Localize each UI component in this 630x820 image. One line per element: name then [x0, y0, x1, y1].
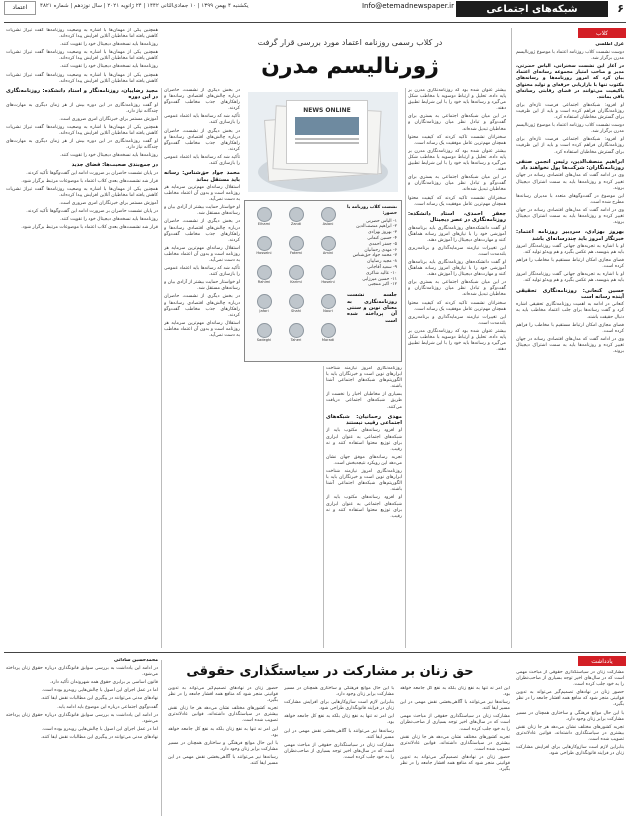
article-paragraph: او گفت روزنامه‌نگاری در این دوره بیش از هر زمان دیگری به مهارت‌های چندگانه نیاز دارد. — [6, 139, 158, 151]
sidebar-paragraph: فضای مجازی امکان ارتباط مستقیم با مخاطب را فراهم کرده است. — [516, 258, 624, 270]
bottom-paragraph: رسانه‌ها نیز می‌توانند با آگاهی‌بخشی نقش مهمی در این مسیر ایفا کنند. — [168, 754, 278, 767]
participant-avatar — [257, 323, 272, 338]
sidebar-subhead: بهروز بهزادی، سردبیر روزنامه اعتماد: خبرنگار امروز باید چندرسانه‌ای باشد — [516, 229, 624, 242]
sidebar-paragraph: کنعانی در ادامه به اهمیت روزنامه‌نگاری تحقیقی اشاره کرد و گفت رسانه‌ها برای جلب اعتماد مخاطب باید به دنبال حقیقت باشند. — [516, 302, 624, 320]
participant-item: ۷- محمد جواد حق‌شناس — [352, 253, 397, 259]
bottom-tag: یادداشت — [578, 656, 626, 666]
participant-avatar — [257, 294, 272, 309]
avatar-grid — [249, 207, 345, 355]
image-caption: NEWS ONLINE — [303, 107, 351, 114]
sidebar-subhead: حسین کنعانی: روزنامه‌نگاری تحقیقی آینده رسانه است — [516, 287, 624, 300]
participants-list — [347, 205, 397, 324]
participant-item: ۹- سعید آقاجانی — [367, 264, 397, 270]
header-rule — [4, 22, 626, 23]
article-paragraph: قرار شد نشست‌های بعدی کلاب اعتماد با موضوعات مرتبط برگزار شود. — [21, 225, 158, 231]
participant-item: ۶- مهدی رحمانیان — [364, 247, 397, 253]
participant-item: ۲- ابراهیم منصف‌الدین — [356, 224, 397, 230]
newspaper-logo: اعتماد — [4, 1, 36, 15]
bottom-paragraph: قانون اساسی بر برابری حقوق همه شهروندان تأکید دارد. — [49, 680, 158, 686]
article-column-c — [164, 88, 240, 648]
article-paragraph: در این میان شبکه‌های اجتماعی به بستری برای گفت‌وگو و تبادل نظر میان روزنامه‌نگاران و مخاطبان تبدیل شده‌اند. — [408, 280, 506, 298]
headline-kicker: در کلاب رسمی روزنامه اعتماد مورد بررسی قرار گرفت — [257, 38, 443, 47]
article-paragraph: او خواستار حمایت بیشتر از آزادی بیان و رسانه‌های مستقل شد. — [164, 205, 240, 217]
participant-avatar-label: Rahimi — [257, 280, 271, 284]
participant-avatar-label: Shahi — [290, 309, 302, 313]
sidebar-paragraph: وی در ادامه گفت که مدل‌های اقتصادی رسانه در جهان تغییر کرده و روزنامه‌ها باید به سمت اشتراک دیجیتال بروند. — [516, 173, 624, 191]
bottom-paragraph: بنابراین لازم است سازوکارهایی برای افزایش مشارکت زنان در فرایند قانونگذاری طراحی شود. — [284, 700, 394, 712]
dateline: یکشنبه ۴ بهمن ۱۳۹۹ | ۱۰ جمادی‌الثانی ۱۴۴۲ | ۲۴ ژانویه ۲۰۲۱ | سال نوزدهم | شماره ۴۸۲۱ — [40, 3, 249, 9]
bottom-paragraph: نهادهای مدنی می‌توانند در پیگیری این مطالبات نقش ایفا کنند. — [40, 734, 158, 740]
bottom-paragraph: نهادهای مدنی می‌توانند در پیگیری این مطالبات نقش ایفا کنند. — [40, 696, 158, 702]
participant-avatar-label: Karimi — [290, 280, 302, 284]
article-paragraph: همچنین یکی از مهمان‌ها با اشاره به وضعیت روزنامه‌ها گفت تیراژ نشریات کاهش یافته اما مخاطبان آنلاین افزایش پیدا کرده‌اند. — [6, 124, 158, 136]
article-subhead: مجید رضاییان، روزنامه‌نگار و استاد دانشکده: روزنامه‌نگاری در این دوره — [6, 87, 158, 101]
article-paragraph: او افزود رسانه‌های مکتوب باید از شبکه‌های اجتماعی به عنوان ابزاری برای توزیع محتوا استفاده کنند و نه رقیب. — [326, 428, 402, 452]
participant-avatar — [321, 294, 336, 309]
participants-quote: جلسه نشست روزنامه‌نگاری به معنای نوین و سنتی آن پرداخته شده است — [347, 292, 397, 324]
article-paragraph: آموزش مستمر برای خبرنگاران امری ضروری است. — [59, 116, 158, 122]
article-paragraph: او افزود رسانه‌های مکتوب باید از شبکه‌های اجتماعی به عنوان ابزاری برای توزیع محتوا استفاده کنند و نه رقیب. — [326, 495, 402, 519]
article-subhead: مهدی رحمانیان: شبکه‌های اجتماعی رقیب نیستند — [326, 413, 402, 427]
sidebar-paragraph: او افزود: شبکه‌های اجتماعی فرصت تازه‌ای برای روزنامه‌نگاران فراهم کرده است و باید از این ظرفیت برای گسترش مخاطبان استفاده کرد. — [516, 102, 624, 121]
article-paragraph: همچنین یکی از مهمان‌ها با اشاره به وضعیت روزنامه‌ها گفت تیراژ نشریات کاهش یافته اما مخاطبان آنلاین افزایش پیدا کرده‌اند. — [6, 28, 158, 40]
sidebar-paragraph: او افزود: شبکه‌های اجتماعی فرصت تازه‌ای برای روزنامه‌نگاران فراهم کرده است و باید از این ظرفیت برای گسترش مخاطبان استفاده کرد. — [516, 137, 624, 155]
bottom-column-4 — [168, 686, 278, 816]
sidebar-paragraph: فضای مجازی امکان ارتباط مستقیم با مخاطب را فراهم کرده است. — [516, 322, 624, 334]
bottom-column-1 — [516, 670, 624, 816]
participant-avatar-label: Moradi — [321, 338, 335, 342]
bottom-paragraph: تجربه کشورهای مختلف نشان می‌دهد هر جا زنان نقش بیشتری در سیاستگذاری داشته‌اند، قوانین عادلانه‌تری تصویب شده است. — [516, 724, 624, 742]
participant-item: ۳- بهروز بهزادی — [368, 230, 397, 236]
sidebar-author: غزل اطلسی — [595, 42, 624, 47]
article-column-b — [326, 366, 402, 648]
participant-item: ۱۱- حسین میرزایی — [362, 276, 397, 282]
featured-image — [248, 92, 398, 192]
participant-item: ۵- جعفر احمدی — [368, 241, 397, 247]
sidebar-column — [516, 42, 624, 642]
bottom-paragraph: رسانه‌ها نیز می‌توانند با آگاهی‌بخشی نقش مهمی در این مسیر ایفا کنند. — [284, 728, 394, 740]
participant-item: ۴- حسین کنعانی — [367, 235, 397, 241]
bottom-paragraph: مشارکت زنان در سیاستگذاری حقوقی از مباحث مهمی است که در سال‌های اخیر توجه بسیاری از صاحب‌نظران را به خود جلب کرده است. — [516, 670, 624, 688]
article-paragraph: در این میان شبکه‌های اجتماعی به بستری برای گفت‌وگو و تبادل نظر میان روزنامه‌نگاران و مخاطبان تبدیل شده‌اند. — [408, 175, 506, 193]
sidebar-paragraph: دوست نشست کلاب روزنامه اعتماد با موضوع ژورنالیسم مدرن برگزار شد. — [516, 123, 624, 135]
article-column-a — [408, 88, 506, 648]
article-paragraph: بیشتر عنوان شده بود که روزنامه‌نگاری مدرن بر پایه داده، تحلیل و ارتباط دوسویه با مخاطب شکل می‌گیرد و رسانه‌ها باید خود را با این شرایط تطبیق دهند. — [408, 88, 506, 112]
participant-avatar — [257, 236, 272, 251]
article-paragraph: قرار شد نشست‌های بعدی کلاب اعتماد با موضوعات مرتبط برگزار شود. — [21, 178, 158, 184]
article-paragraph: این تغییرات نیازمند سرمایه‌گذاری و برنامه‌ریزی بلندمدت است. — [408, 314, 506, 326]
bottom-paragraph: مشارکت زنان در سیاستگذاری حقوقی از مباحث مهمی است که در سال‌های اخیر توجه بسیاری از صاحب‌نظران را به خود جلب کرده است. — [400, 714, 510, 732]
article-paragraph: او خواستار حمایت بیشتر از آزادی بیان و رسانه‌های مستقل شد. — [164, 280, 240, 292]
participant-avatar-label: Hosseini — [256, 251, 272, 255]
participant-avatar-label: Sadeghi — [256, 338, 272, 342]
participant-item: ۸- مجید رضاییان — [367, 259, 397, 265]
article-paragraph: همچنین یکی از مهمان‌ها با اشاره به وضعیت روزنامه‌ها گفت تیراژ نشریات کاهش یافته اما مخاطبان آنلاین افزایش پیدا کرده‌اند. — [6, 50, 158, 62]
bottom-paragraph: با این حال موانع فرهنگی و ساختاری همچنان در مسیر مشارکت برابر زنان وجود دارد. — [168, 740, 278, 752]
article-paragraph: او گفت دانشکده‌های روزنامه‌نگاری باید برنامه‌های آموزشی خود را با نیازهای امروز رسانه هماهنگ کنند و مهارت‌های دیجیتال را آموزش دهند. — [408, 259, 506, 278]
article-column-d — [6, 28, 158, 648]
bottom-paragraph: تجربه کشورهای مختلف نشان می‌دهد هر جا زنان نقش بیشتری در سیاستگذاری داشته‌اند، قوانین عادلانه‌تری تصویب شده است. — [400, 734, 510, 752]
article-paragraph: تجربه رسانه‌های موفق جهان نشان می‌دهد این رویکرد نتیجه‌بخش است. — [326, 454, 402, 466]
participant-item: ۱- الیاس حضرتی — [365, 218, 397, 224]
article-paragraph: آموزش مستمر برای خبرنگاران امری ضروری است. — [59, 201, 158, 207]
tablet-line — [295, 142, 359, 144]
article-paragraph: سخنرانان نشست تاکید کردند که کیفیت محتوا همچنان مهم‌ترین عامل موفقیت یک رسانه است. — [408, 195, 506, 207]
column-divider — [161, 660, 162, 816]
participant-avatar — [321, 236, 336, 251]
article-paragraph: او گفت روزنامه‌نگاری در این دوره بیش از هر زمان دیگری به مهارت‌های چندگانه نیاز دارد. — [6, 102, 158, 114]
column-divider — [405, 88, 406, 648]
article-paragraph: در بخش دیگری از نشست، حاضران درباره چالش‌های اقتصادی رسانه‌ها و راهکارهای جذب مخاطب گفت‌وگو کردند. — [164, 219, 240, 243]
article-paragraph: روزنامه‌نگاری امروز نیازمند شناخت ابزارهای نوین است و خبرنگاران باید با الگوریتم‌های شبکه‌های اجتماعی آشنا باشند. — [326, 469, 402, 493]
participant-avatar — [289, 207, 304, 222]
sidebar-tag: کلاب — [578, 28, 626, 38]
bottom-headline: حق زنان بر مشارکت در سیاستگذاری حقوقی — [186, 664, 474, 679]
article-paragraph: همچنین یکی از مهمان‌ها با اشاره به وضعیت روزنامه‌ها گفت تیراژ نشریات کاهش یافته اما مخاطبان آنلاین افزایش پیدا کرده‌اند. — [6, 72, 158, 84]
article-paragraph: روزنامه‌نگاری امروز نیازمند شناخت ابزارهای نوین است و خبرنگاران باید با الگوریتم‌های شبکه‌های اجتماعی آشنا باشند. — [326, 366, 402, 390]
participant-avatar-label: Fatemi — [289, 251, 303, 255]
article-paragraph: در پایان نشست حاضران بر ضرورت ادامه این گفت‌وگوها تأکید کردند. — [26, 170, 158, 176]
article-paragraph: تأکید شد که رسانه‌ها باید اعتماد عمومی را بازسازی کنند. — [164, 266, 240, 278]
article-paragraph: بیشتر عنوان شده بود که روزنامه‌نگاری مدرن بر پایه داده، تحلیل و ارتباط دوسویه با مخاطب شکل می‌گیرد و رسانه‌ها باید خود را با این شرایط تطبیق دهند. — [408, 328, 506, 353]
bottom-column-left — [6, 658, 158, 816]
article-paragraph: این تغییرات نیازمند سرمایه‌گذاری و برنامه‌ریزی بلندمدت است. — [408, 245, 506, 257]
article-paragraph: سخنرانان نشست تاکید کردند که کیفیت محتوا همچنان مهم‌ترین عامل موفقیت یک رسانه است. — [408, 134, 506, 146]
article-paragraph: همچنین یکی از مهمان‌ها با اشاره به وضعیت روزنامه‌ها گفت تیراژ نشریات کاهش یافته اما مخاطبان آنلاین افزایش پیدا کرده‌اند. — [6, 186, 158, 198]
page-number: ۶ — [617, 2, 624, 15]
participant-avatar — [289, 236, 304, 251]
participant-avatar — [257, 265, 272, 280]
bottom-paragraph: اما در عمل اجرای این اصول با چالش‌هایی روبه‌رو بوده است. — [41, 726, 158, 732]
article-paragraph: تأکید شد که رسانه‌ها باید اعتماد عمومی را بازسازی کنند. — [164, 154, 240, 167]
article-paragraph: در بخش دیگری از نشست، حاضران درباره چالش‌های اقتصادی رسانه‌ها و راهکارهای جذب مخاطب گفت‌وگو کردند. — [164, 128, 240, 152]
participant-avatar-label: Nouri — [323, 309, 333, 313]
participants-box — [244, 200, 402, 362]
bottom-paragraph: این امر نه تنها به نفع زنان بلکه به نفع کل جامعه خواهد بود. — [400, 686, 510, 698]
bottom-paragraph: تجربه کشورهای مختلف نشان می‌دهد هر جا زنان نقش بیشتری در سیاستگذاری داشته‌اند، قوانین عادلانه‌تری تصویب شده است. — [168, 706, 278, 724]
article-paragraph: بیشتر عنوان شده بود که روزنامه‌نگاری مدرن بر پایه داده، تحلیل و ارتباط دوسویه با مخاطب شکل می‌گیرد و رسانه‌ها باید خود را با این شرایط تطبیق دهند. — [408, 148, 506, 173]
article-paragraph: روزنامه‌ها باید نسخه‌های دیجیتال خود را تقویت کنند. — [59, 153, 158, 159]
article-paragraph: در این میان شبکه‌های اجتماعی به بستری برای گفت‌وگو و تبادل نظر میان روزنامه‌نگاران و مخاطبان تبدیل شده‌اند. — [408, 114, 506, 132]
participant-avatar — [289, 265, 304, 280]
article-subhead: محمد جواد حق‌شناس: رسانه باید مستقل بماند — [164, 170, 240, 183]
column-divider — [323, 366, 324, 648]
article-paragraph: او گفت دانشکده‌های روزنامه‌نگاری باید برنامه‌های آموزشی خود را با نیازهای امروز رسانه هماهنگ کنند و مهارت‌های دیجیتال را آموزش دهند. — [408, 225, 506, 243]
sidebar-paragraph: وی در ادامه گفت که مدل‌های اقتصادی رسانه در جهان تغییر کرده و روزنامه‌ها باید به سمت اشتراک دیجیتال بروند. — [516, 207, 624, 226]
participant-avatar-label: Zandi — [290, 222, 302, 226]
participant-item: ۱۰- عالیه شاکری — [365, 270, 397, 276]
bottom-paragraph: حضور زنان در نهادهای تصمیم‌گیر می‌تواند به تدوین قوانینی منجر شود که منافع همه اقشار جامعه را در نظر بگیرد. — [168, 686, 278, 704]
bottom-paragraph: اما در عمل اجرای این اصول با چالش‌هایی روبه‌رو بوده است. — [41, 688, 158, 694]
article-paragraph: تأکید شد که رسانه‌ها باید اعتماد عمومی را بازسازی کنند. — [164, 114, 240, 126]
bottom-paragraph: این امر نه تنها به نفع زنان بلکه به نفع کل جامعه خواهد بود. — [168, 726, 278, 738]
participant-avatar-label: Jafari — [259, 309, 269, 313]
bottom-column-3 — [284, 686, 394, 816]
article-paragraph: روزنامه‌ها باید نسخه‌های دیجیتال خود را تقویت کنند. — [59, 42, 158, 48]
article-paragraph: استقلال رسانه‌ای مهم‌ترین سرمایه هر روزنامه است و بدون آن اعتماد مخاطب به دست نمی‌آید. — [164, 245, 240, 263]
column-divider — [511, 28, 512, 648]
section-title: شبکه‌های اجتماعی — [456, 1, 608, 17]
bottom-paragraph: گفت‌وگوی اجتماعی درباره این موضوع باید ادامه یابد. — [57, 704, 158, 710]
article-subhead: در جمع‌بندی صحبت‌ها: فضای جدید — [71, 162, 158, 169]
participant-avatar-label: Amini — [322, 251, 334, 255]
sidebar-paragraph: او با اشاره به تجربه‌های جهانی گفت روزنامه‌نگار امروز باید هم بنویسد، هم عکس بگیرد و هم ویدئو تولید کند. — [516, 243, 624, 256]
tablet-line — [295, 138, 359, 140]
bottom-paragraph: بنابراین لازم است سازوکارهایی برای افزایش مشارکت زنان در فرایند قانونگذاری طراحی شود. — [516, 745, 624, 757]
participant-avatar — [289, 323, 304, 338]
article-paragraph: روزنامه‌ها باید نسخه‌های دیجیتال خود را تقویت کنند. — [59, 64, 158, 70]
participant-avatar — [257, 207, 272, 222]
email-address[interactable]: Info@etemadnewspaper.ir — [361, 2, 454, 10]
participants-intro: نشست کلاب روزنامه با حضور: — [347, 205, 397, 216]
article-paragraph: سخنرانان نشست تاکید کردند که کیفیت محتوا همچنان مهم‌ترین عامل موفقیت یک رسانه است. — [408, 300, 506, 312]
bottom-rule — [4, 652, 626, 653]
sidebar-paragraph: او با اشاره به تجربه‌های جهانی گفت روزنامه‌نگار امروز باید هم بنویسد، هم عکس بگیرد و هم ویدئو تولید کند. — [516, 272, 624, 284]
tablet-screen — [286, 100, 368, 164]
article-paragraph: در بخش دیگری از نشست، حاضران درباره چالش‌های اقتصادی رسانه‌ها و راهکارهای جذب مخاطب گفت‌وگو کردند. — [164, 88, 240, 112]
bottom-paragraph: در ادامه این یادداشت به بررسی سوابق قانونگذاری درباره حقوق زنان پرداخته می‌شود. — [6, 712, 158, 724]
bottom-author: محمدحسین ساداتی — [113, 658, 158, 663]
bottom-paragraph: این امر نه تنها به نفع زنان بلکه به نفع کل جامعه خواهد بود. — [284, 714, 394, 726]
sidebar-paragraph: این موضوع در گفت‌وگوهای متعدد با مدیران رسانه‌ها مطرح شده است. — [516, 193, 624, 205]
participant-avatar — [289, 294, 304, 309]
column-divider — [161, 88, 162, 648]
bottom-paragraph: در ادامه این یادداشت به بررسی سوابق قانونگذاری درباره حقوق زنان پرداخته می‌شود. — [6, 666, 158, 678]
sidebar-paragraph: در آغاز این نشست سخنرانی، الیاس حضرتی، مدیر و صاحب امتیاز مجموعه رسانه‌ای اعتماد بیان کرد که امروز روزنامه‌ها و رسانه‌های مکتوب تنها با بازاریابی حرفه‌ای و تولید محتوای باکیفیت می‌توانند در فضای رقابتی رسانه‌ای باقی بمانند. — [516, 64, 624, 100]
bottom-paragraph: حضور زنان در نهادهای تصمیم‌گیر می‌تواند به تدوین قوانینی منجر شود که منافع همه اقشار جامعه را در نظر بگیرد. — [516, 690, 624, 708]
sidebar-paragraph: وی در ادامه گفت که مدل‌های اقتصادی رسانه در جهان تغییر کرده و روزنامه‌ها باید به سمت اشتراک دیجیتال بروند. — [516, 336, 624, 354]
article-subhead: جعفر احمدی، استاد دانشکده: روزنامه‌نگاری در عصر دیجیتال — [408, 210, 506, 224]
participant-item: ۱۲- اکبر منتجبی — [368, 282, 397, 288]
participant-avatar-label: Taheri — [290, 338, 302, 342]
sidebar-subhead: ابراهیم منصف‌الدین، رئیس انجمن صنفی روزنامه‌نگاران: شرکت‌ها پول نخواهند داد — [516, 158, 624, 171]
article-paragraph: در پایان نشست حاضران بر ضرورت ادامه این گفت‌وگوها تأکید کردند. — [26, 209, 158, 215]
article-paragraph: بسیاری از مخاطبان اخبار را نخست از طریق شبکه‌های اجتماعی دریافت می‌کنند. — [326, 392, 402, 410]
article-paragraph: روزنامه‌ها باید نسخه‌های دیجیتال خود را تقویت کنند. — [59, 217, 158, 223]
main-headline: ژورنالیسم مدرن — [261, 54, 439, 79]
participant-avatar — [321, 265, 336, 280]
participant-avatar — [321, 323, 336, 338]
bottom-paragraph: رسانه‌ها نیز می‌توانند با آگاهی‌بخشی نقش مهمی در این مسیر ایفا کنند. — [400, 700, 510, 712]
article-paragraph: استقلال رسانه‌ای مهم‌ترین سرمایه هر روزنامه است و بدون آن اعتماد مخاطب به دست نمی‌آید. — [164, 320, 240, 338]
article-paragraph: در بخش دیگری از نشست، حاضران درباره چالش‌های اقتصادی رسانه‌ها و راهکارهای جذب مخاطب گفت‌وگو کردند. — [164, 294, 240, 318]
tablet-photo — [295, 117, 359, 135]
bottom-paragraph: حضور زنان در نهادهای تصمیم‌گیر می‌تواند به تدوین قوانینی منجر شود که منافع همه اقشار جامعه را در نظر بگیرد. — [400, 754, 510, 773]
bottom-paragraph: با این حال موانع فرهنگی و ساختاری همچنان در مسیر مشارکت برابر زنان وجود دارد. — [516, 710, 624, 722]
bottom-paragraph: با این حال موانع فرهنگی و ساختاری همچنان در مسیر مشارکت برابر زنان وجود دارد. — [284, 686, 394, 698]
bottom-paragraph: مشارکت زنان در سیاستگذاری حقوقی از مباحث مهمی است که در سال‌های اخیر توجه بسیاری از صاحب‌نظران را به خود جلب کرده است. — [284, 742, 394, 760]
participant-avatar — [321, 207, 336, 222]
sidebar-paragraph: دوست نشست کلاب روزنامه اعتماد با موضوع ژورنالیسم مدرن برگزار شد. — [516, 50, 624, 62]
bottom-column-2 — [400, 686, 510, 816]
participant-avatar-label: Aslani — [322, 222, 334, 226]
participant-avatar-label: Hoseini — [321, 280, 335, 284]
article-paragraph: استقلال رسانه‌ای مهم‌ترین سرمایه هر روزنامه است و بدون آن اعتماد مخاطب به دست نمی‌آید. — [164, 184, 240, 203]
participant-avatar-label: Elhami — [257, 222, 271, 226]
